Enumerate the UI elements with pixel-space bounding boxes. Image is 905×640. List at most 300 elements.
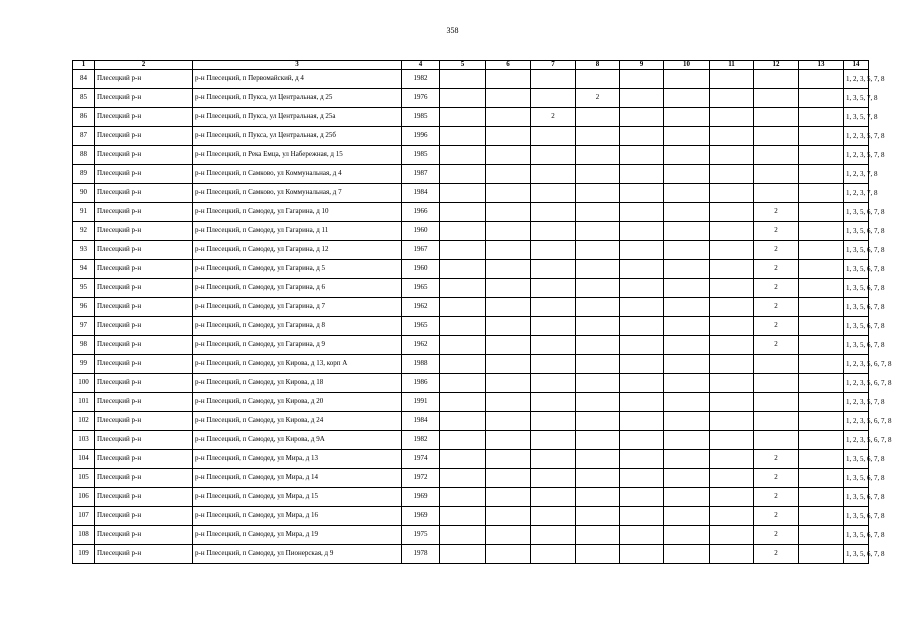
cell-col-13 (799, 431, 844, 450)
cell-col-6 (486, 298, 531, 317)
cell-col-6 (486, 545, 531, 564)
cell-district: Плесецкий р-н (95, 469, 193, 488)
cell-col-9 (620, 89, 664, 108)
cell-col-8: 2 (576, 89, 620, 108)
cell-col-11 (710, 526, 754, 545)
table-header-row (73, 61, 869, 70)
cell-col-14-codes: 1, 2, 3, 7, 8 (844, 184, 869, 203)
cell-address: р-н Плесецкий, п Самодед, ул Гагарина, д 10 (193, 203, 402, 222)
cell-address: р-н Плесецкий, п Самодед, ул Мира, д 14 (193, 469, 402, 488)
cell-col-12 (754, 89, 799, 108)
cell-address: р-н Плесецкий, п Самково, ул Коммунальная, д 4 (193, 165, 402, 184)
cell-col-12: 2 (754, 469, 799, 488)
cell-col-8 (576, 545, 620, 564)
cell-col-14-codes: 1, 3, 5, 6, 7, 8 (844, 317, 869, 336)
cell-address: р-н Плесецкий, п Самодед, ул Гагарина, д 8 (193, 317, 402, 336)
cell-col-12: 2 (754, 526, 799, 545)
cell-col-13 (799, 545, 844, 564)
cell-address: р-н Плесецкий, п Самодед, ул Кирова, д 13, корп А (193, 355, 402, 374)
cell-col-13 (799, 184, 844, 203)
cell-col-10 (664, 488, 710, 507)
cell-col-6 (486, 279, 531, 298)
cell-col-9 (620, 279, 664, 298)
cell-col-12: 2 (754, 298, 799, 317)
cell-col-14-codes: 1, 3, 5, 6, 7, 8 (844, 469, 869, 488)
cell-col-8 (576, 355, 620, 374)
cell-col-11 (710, 469, 754, 488)
cell-col-9 (620, 222, 664, 241)
cell-col-6 (486, 355, 531, 374)
cell-col-13 (799, 298, 844, 317)
cell-col-5 (440, 89, 486, 108)
cell-col-8 (576, 146, 620, 165)
cell-col-9 (620, 260, 664, 279)
cell-col-12: 2 (754, 317, 799, 336)
cell-col-11 (710, 203, 754, 222)
cell-col-13 (799, 222, 844, 241)
cell-col-5 (440, 545, 486, 564)
cell-year: 1976 (402, 89, 440, 108)
cell-col-12 (754, 393, 799, 412)
cell-district: Плесецкий р-н (95, 374, 193, 393)
cell-col-14-codes: 1, 3, 5, 6, 7, 8 (844, 450, 869, 469)
cell-col-9 (620, 203, 664, 222)
cell-row-number: 95 (73, 279, 95, 298)
table-row (73, 260, 869, 279)
cell-col-8 (576, 488, 620, 507)
cell-col-8 (576, 127, 620, 146)
cell-col-8 (576, 431, 620, 450)
cell-col-12: 2 (754, 545, 799, 564)
cell-col-9 (620, 412, 664, 431)
cell-col-9 (620, 526, 664, 545)
cell-address: р-н Плесецкий, п Самодед, ул Гагарина, д 9 (193, 336, 402, 355)
cell-district: Плесецкий р-н (95, 70, 193, 89)
cell-col-14-codes: 1, 3, 5, 6, 7, 8 (844, 241, 869, 260)
table-row (73, 298, 869, 317)
cell-col-11 (710, 108, 754, 127)
cell-col-12 (754, 431, 799, 450)
cell-col-11 (710, 260, 754, 279)
cell-col-10 (664, 184, 710, 203)
cell-col-13 (799, 203, 844, 222)
cell-address: р-н Плесецкий, п Пукса, ул Центральная, д 25 (193, 89, 402, 108)
cell-district: Плесецкий р-н (95, 241, 193, 260)
cell-col-11 (710, 431, 754, 450)
cell-col-8 (576, 450, 620, 469)
cell-col-13 (799, 526, 844, 545)
column-header-3: 3 (193, 61, 402, 70)
table-row (73, 89, 869, 108)
cell-col-12: 2 (754, 336, 799, 355)
cell-col-7 (531, 127, 576, 146)
cell-col-12 (754, 146, 799, 165)
cell-address: р-н Плесецкий, п Самодед, ул Гагарина, д 12 (193, 241, 402, 260)
cell-year: 1967 (402, 241, 440, 260)
column-header-14: 14 (844, 61, 869, 70)
cell-year: 1988 (402, 355, 440, 374)
cell-col-12 (754, 127, 799, 146)
cell-col-13 (799, 108, 844, 127)
cell-col-5 (440, 165, 486, 184)
cell-col-7 (531, 146, 576, 165)
column-header-11: 11 (710, 61, 754, 70)
table-row (73, 127, 869, 146)
cell-col-7 (531, 279, 576, 298)
cell-col-11 (710, 317, 754, 336)
column-header-9: 9 (620, 61, 664, 70)
cell-col-10 (664, 507, 710, 526)
table-row (73, 317, 869, 336)
cell-col-12: 2 (754, 241, 799, 260)
cell-year: 1960 (402, 222, 440, 241)
cell-col-13 (799, 507, 844, 526)
cell-col-9 (620, 374, 664, 393)
cell-year: 1982 (402, 70, 440, 89)
cell-col-13 (799, 336, 844, 355)
cell-district: Плесецкий р-н (95, 488, 193, 507)
cell-col-14-codes: 1, 3, 5, 7, 8 (844, 89, 869, 108)
cell-col-7 (531, 374, 576, 393)
cell-col-11 (710, 507, 754, 526)
table-row (73, 450, 869, 469)
cell-col-13 (799, 70, 844, 89)
cell-row-number: 100 (73, 374, 95, 393)
cell-col-7 (531, 545, 576, 564)
cell-district: Плесецкий р-н (95, 165, 193, 184)
table-row (73, 336, 869, 355)
table-row (73, 545, 869, 564)
cell-col-13 (799, 412, 844, 431)
cell-row-number: 101 (73, 393, 95, 412)
cell-district: Плесецкий р-н (95, 431, 193, 450)
cell-col-10 (664, 450, 710, 469)
cell-col-6 (486, 431, 531, 450)
cell-col-12 (754, 355, 799, 374)
cell-year: 1969 (402, 507, 440, 526)
cell-col-14-codes: 1, 2, 3, 5, 6, 7, 8 (844, 374, 869, 393)
cell-col-14-codes: 1, 2, 3, 5, 7, 8 (844, 393, 869, 412)
cell-col-9 (620, 317, 664, 336)
cell-col-10 (664, 545, 710, 564)
cell-col-9 (620, 108, 664, 127)
cell-col-6 (486, 374, 531, 393)
cell-col-9 (620, 450, 664, 469)
cell-row-number: 87 (73, 127, 95, 146)
cell-col-14-codes: 1, 3, 5, 7, 8 (844, 108, 869, 127)
cell-col-7 (531, 507, 576, 526)
cell-col-9 (620, 298, 664, 317)
cell-col-14-codes: 1, 2, 3, 5, 6, 7, 8 (844, 355, 869, 374)
cell-address: р-н Плесецкий, п Самодед, ул Мира, д 19 (193, 526, 402, 545)
cell-col-14-codes: 1, 2, 3, 7, 8 (844, 165, 869, 184)
cell-col-9 (620, 545, 664, 564)
cell-col-7 (531, 450, 576, 469)
cell-col-12 (754, 412, 799, 431)
cell-col-7 (531, 393, 576, 412)
cell-col-11 (710, 336, 754, 355)
table-row (73, 184, 869, 203)
cell-row-number: 109 (73, 545, 95, 564)
cell-col-10 (664, 89, 710, 108)
cell-col-13 (799, 279, 844, 298)
cell-col-10 (664, 526, 710, 545)
cell-col-6 (486, 146, 531, 165)
cell-year: 1985 (402, 108, 440, 127)
cell-col-12 (754, 374, 799, 393)
cell-row-number: 84 (73, 70, 95, 89)
cell-col-9 (620, 184, 664, 203)
cell-col-14-codes: 1, 3, 5, 6, 7, 8 (844, 336, 869, 355)
cell-col-6 (486, 469, 531, 488)
cell-col-8 (576, 260, 620, 279)
cell-col-14-codes: 1, 2, 3, 5, 7, 8 (844, 70, 869, 89)
cell-col-5 (440, 260, 486, 279)
cell-col-6 (486, 526, 531, 545)
cell-col-7 (531, 469, 576, 488)
cell-row-number: 88 (73, 146, 95, 165)
cell-col-10 (664, 241, 710, 260)
cell-col-5 (440, 526, 486, 545)
cell-col-8 (576, 393, 620, 412)
cell-col-5 (440, 393, 486, 412)
cell-col-5 (440, 146, 486, 165)
cell-col-10 (664, 298, 710, 317)
cell-col-8 (576, 222, 620, 241)
cell-col-14-codes: 1, 2, 3, 5, 6, 7, 8 (844, 412, 869, 431)
cell-year: 1974 (402, 450, 440, 469)
cell-year: 1962 (402, 298, 440, 317)
cell-col-10 (664, 146, 710, 165)
cell-col-8 (576, 241, 620, 260)
cell-year: 1991 (402, 393, 440, 412)
cell-col-6 (486, 507, 531, 526)
cell-col-5 (440, 241, 486, 260)
cell-col-7 (531, 431, 576, 450)
cell-address: р-н Плесецкий, п Самодед, ул Кирова, д 9А (193, 431, 402, 450)
cell-row-number: 89 (73, 165, 95, 184)
cell-row-number: 93 (73, 241, 95, 260)
table-row (73, 165, 869, 184)
cell-col-6 (486, 317, 531, 336)
cell-col-11 (710, 450, 754, 469)
cell-col-11 (710, 146, 754, 165)
cell-row-number: 98 (73, 336, 95, 355)
cell-col-9 (620, 127, 664, 146)
cell-district: Плесецкий р-н (95, 184, 193, 203)
cell-col-5 (440, 450, 486, 469)
cell-col-8 (576, 374, 620, 393)
cell-district: Плесецкий р-н (95, 222, 193, 241)
cell-col-6 (486, 165, 531, 184)
cell-col-12 (754, 165, 799, 184)
cell-row-number: 99 (73, 355, 95, 374)
cell-col-14-codes: 1, 3, 5, 6, 7, 8 (844, 222, 869, 241)
cell-col-8 (576, 298, 620, 317)
table-row (73, 374, 869, 393)
cell-col-12 (754, 184, 799, 203)
cell-district: Плесецкий р-н (95, 336, 193, 355)
cell-col-10 (664, 108, 710, 127)
cell-col-7 (531, 336, 576, 355)
cell-col-9 (620, 469, 664, 488)
cell-col-5 (440, 412, 486, 431)
cell-col-5 (440, 355, 486, 374)
table-row (73, 355, 869, 374)
cell-col-14-codes: 1, 2, 3, 5, 7, 8 (844, 127, 869, 146)
cell-col-11 (710, 127, 754, 146)
cell-year: 1984 (402, 184, 440, 203)
cell-col-7 (531, 355, 576, 374)
cell-col-7 (531, 317, 576, 336)
cell-col-9 (620, 241, 664, 260)
cell-col-5 (440, 507, 486, 526)
cell-col-10 (664, 355, 710, 374)
cell-col-7 (531, 260, 576, 279)
cell-col-8 (576, 279, 620, 298)
cell-col-5 (440, 203, 486, 222)
cell-year: 1960 (402, 260, 440, 279)
cell-col-9 (620, 165, 664, 184)
cell-year: 1987 (402, 165, 440, 184)
cell-col-6 (486, 70, 531, 89)
cell-col-14-codes: 1, 3, 5, 6, 7, 8 (844, 507, 869, 526)
cell-col-8 (576, 70, 620, 89)
cell-col-6 (486, 89, 531, 108)
cell-district: Плесецкий р-н (95, 393, 193, 412)
cell-row-number: 85 (73, 89, 95, 108)
cell-col-5 (440, 298, 486, 317)
cell-col-8 (576, 184, 620, 203)
cell-col-7 (531, 526, 576, 545)
cell-col-10 (664, 374, 710, 393)
cell-col-6 (486, 412, 531, 431)
column-header-7: 7 (531, 61, 576, 70)
cell-address: р-н Плесецкий, п Пукса, ул Центральная, д 25а (193, 108, 402, 127)
cell-row-number: 108 (73, 526, 95, 545)
cell-year: 1975 (402, 526, 440, 545)
cell-address: р-н Плесецкий, п Самодед, ул Гагарина, д 7 (193, 298, 402, 317)
cell-row-number: 94 (73, 260, 95, 279)
cell-col-11 (710, 412, 754, 431)
cell-col-5 (440, 222, 486, 241)
cell-col-11 (710, 374, 754, 393)
cell-col-13 (799, 450, 844, 469)
cell-col-14-codes: 1, 3, 5, 6, 7, 8 (844, 526, 869, 545)
cell-col-11 (710, 70, 754, 89)
cell-col-14-codes: 1, 3, 5, 6, 7, 8 (844, 260, 869, 279)
column-header-1: 1 (73, 61, 95, 70)
cell-row-number: 103 (73, 431, 95, 450)
cell-col-5 (440, 469, 486, 488)
cell-col-9 (620, 507, 664, 526)
cell-col-12 (754, 108, 799, 127)
cell-row-number: 91 (73, 203, 95, 222)
cell-col-6 (486, 203, 531, 222)
cell-col-9 (620, 146, 664, 165)
cell-col-9 (620, 70, 664, 89)
cell-col-11 (710, 241, 754, 260)
cell-year: 1996 (402, 127, 440, 146)
cell-col-13 (799, 89, 844, 108)
column-header-2: 2 (95, 61, 193, 70)
table-row (73, 431, 869, 450)
cell-col-11 (710, 184, 754, 203)
cell-col-11 (710, 355, 754, 374)
cell-col-7 (531, 412, 576, 431)
column-header-6: 6 (486, 61, 531, 70)
cell-address: р-н Плесецкий, п Пукса, ул Центральная, д 25б (193, 127, 402, 146)
cell-row-number: 106 (73, 488, 95, 507)
cell-col-14-codes: 1, 3, 5, 6, 7, 8 (844, 298, 869, 317)
cell-col-8 (576, 526, 620, 545)
cell-col-13 (799, 260, 844, 279)
cell-col-11 (710, 89, 754, 108)
cell-address: р-н Плесецкий, п Самодед, ул Пионерская, д 9 (193, 545, 402, 564)
cell-col-10 (664, 393, 710, 412)
cell-col-10 (664, 431, 710, 450)
cell-col-10 (664, 203, 710, 222)
cell-col-6 (486, 222, 531, 241)
cell-district: Плесецкий р-н (95, 545, 193, 564)
cell-col-6 (486, 336, 531, 355)
cell-row-number: 96 (73, 298, 95, 317)
cell-col-14-codes: 1, 3, 5, 6, 7, 8 (844, 203, 869, 222)
table-row (73, 108, 869, 127)
cell-col-5 (440, 184, 486, 203)
cell-col-13 (799, 355, 844, 374)
table-row (73, 203, 869, 222)
cell-col-8 (576, 507, 620, 526)
cell-row-number: 107 (73, 507, 95, 526)
cell-col-10 (664, 127, 710, 146)
table-row (73, 488, 869, 507)
cell-col-7 (531, 203, 576, 222)
cell-row-number: 102 (73, 412, 95, 431)
cell-address: р-н Плесецкий, п Самодед, ул Гагарина, д 11 (193, 222, 402, 241)
cell-col-12: 2 (754, 203, 799, 222)
cell-row-number: 104 (73, 450, 95, 469)
cell-district: Плесецкий р-н (95, 298, 193, 317)
cell-col-5 (440, 108, 486, 127)
cell-col-5 (440, 374, 486, 393)
cell-col-8 (576, 336, 620, 355)
cell-col-5 (440, 70, 486, 89)
cell-address: р-н Плесецкий, п Первомайский, д 4 (193, 70, 402, 89)
cell-address: р-н Плесецкий, п Самодед, ул Гагарина, д 5 (193, 260, 402, 279)
cell-district: Плесецкий р-н (95, 203, 193, 222)
cell-col-5 (440, 279, 486, 298)
cell-col-8 (576, 469, 620, 488)
cell-row-number: 90 (73, 184, 95, 203)
cell-col-6 (486, 450, 531, 469)
cell-col-12: 2 (754, 507, 799, 526)
table-body (73, 70, 892, 564)
cell-year: 1962 (402, 336, 440, 355)
cell-address: р-н Плесецкий, п Самодед, ул Гагарина, д 6 (193, 279, 402, 298)
cell-col-7: 2 (531, 108, 576, 127)
cell-year: 1984 (402, 412, 440, 431)
cell-col-10 (664, 412, 710, 431)
cell-row-number: 97 (73, 317, 95, 336)
table-row (73, 469, 869, 488)
cell-col-11 (710, 279, 754, 298)
cell-col-11 (710, 222, 754, 241)
cell-year: 1978 (402, 545, 440, 564)
cell-col-8 (576, 165, 620, 184)
cell-col-8 (576, 412, 620, 431)
cell-col-6 (486, 241, 531, 260)
